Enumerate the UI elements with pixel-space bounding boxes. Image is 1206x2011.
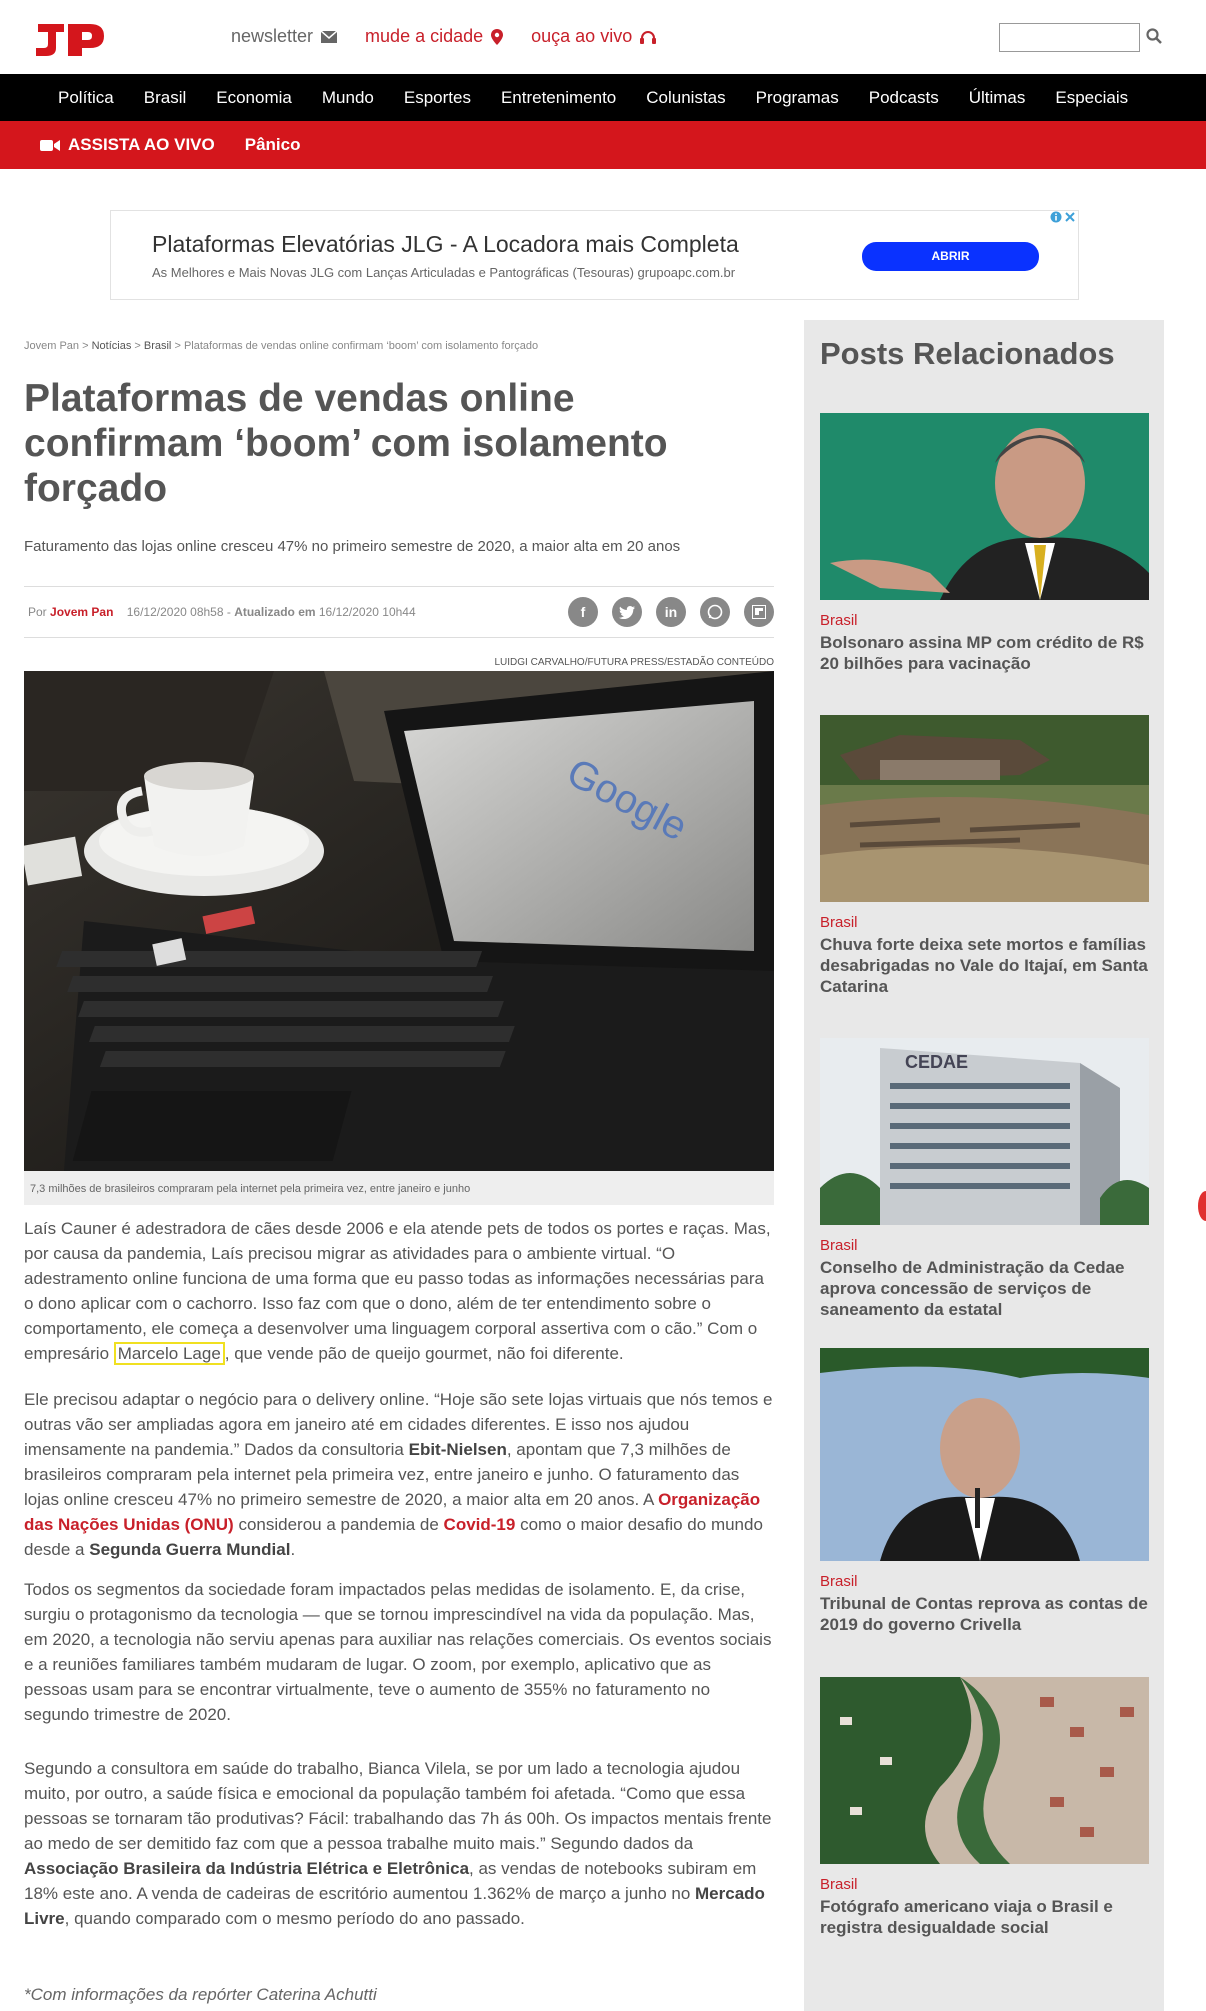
related-post-5[interactable] <box>820 1677 1149 1938</box>
article-meta <box>24 586 774 638</box>
article-photo <box>24 671 774 1171</box>
live-bar <box>0 121 1206 169</box>
related-post-4-category[interactable]: Brasil <box>820 1573 858 1590</box>
nav-item-podcasts[interactable]: Podcasts <box>868 87 939 107</box>
share-bar <box>568 597 774 627</box>
breadcrumb-current: Plataformas de vendas online confirmam ‘boom’ com isolamento forçado <box>183 340 539 352</box>
abinee-bold: Associação Brasileira da Indústria Elétrica e Eletrônica <box>24 1859 470 1878</box>
nav-item-ultimas[interactable]: Últimas <box>968 87 1026 107</box>
related-post-2-title[interactable]: Chuva forte deixa sete mortos e famílias desabrigadas no Vale do Itajaí, em Santa Catarina <box>820 935 1148 996</box>
related-post-4[interactable] <box>820 1348 1149 1635</box>
main-nav <box>0 74 1206 121</box>
facebook-share-icon[interactable]: f <box>568 597 598 627</box>
breadcrumb-news[interactable]: Notícias <box>91 340 132 352</box>
search-icon[interactable] <box>1146 28 1162 44</box>
top-header <box>0 0 1206 74</box>
article-paragraph-3: Todos os segmentos da sociedade foram impactados pelas medidas de isolamento. E, da crise, surgiu o protagonismo da tecnologia — que se tornou imprescindível na vida da população. Mas, em 2020, a tecnologia não serviu apenas para auxiliar nas relações comerciais. Os eventos sociais e a reuniões familiares também mudaram de lugar. O zoom, por exemplo, aplicativo que as pessoas usam para se encontrar virtualmente, teve o aumento de 355% no faturamento no segundo trimestre de 2020. <box>24 1580 772 1724</box>
photo-caption: 7,3 milhões de brasileiros compraram pela internet pela primeira vez, entre janeiro e junho <box>24 1171 774 1205</box>
article-paragraph-2 <box>24 1387 776 1562</box>
nav-item-especiais[interactable]: Especiais <box>1055 87 1129 107</box>
article-footnote: *Com informações da repórter Caterina Achutti <box>24 1985 377 2004</box>
watch-live-link[interactable] <box>40 135 215 155</box>
related-posts-sidebar <box>804 320 1164 2011</box>
related-post-2-image[interactable] <box>820 715 1149 902</box>
paragraph-2-text-d: como o maior desafio do mundo desde a <box>24 1515 763 1559</box>
related-post-1-title[interactable]: Bolsonaro assina MP com crédito de R$ 20 bilhões para vacinação <box>820 633 1144 673</box>
ad-subtitle: As Melhores e Mais Novas JLG com Lanças Articuladas e Pantográficas (Tesouras) grupoapc.com.br <box>152 265 736 280</box>
paragraph-2-text-e: . <box>290 1540 296 1559</box>
related-post-5-category[interactable]: Brasil <box>820 1876 858 1893</box>
info-icon <box>1050 211 1062 223</box>
svg-text:Google: Google <box>559 750 695 850</box>
related-post-5-image[interactable] <box>820 1677 1149 1864</box>
ad-open-button[interactable]: ABRIR <box>862 242 1039 271</box>
related-post-4-title[interactable]: Tribunal de Contas reprova as contas de 2019 do governo Crivella <box>820 1594 1148 1634</box>
nav-item-colunistas[interactable]: Colunistas <box>646 87 726 107</box>
paragraph-1-text-a: Laís Cauner é adestradora de cães desde 2006 e ela atende pets de todos os portes e raças. Mas, por causa da pandemia, Laís precisou migrar as atividades para o ambiente virtual. “O adestramento online funciona de uma forma que eu passo todas as informações necessárias para o dono aplicar com o cachorro. Isso faz com que o dono, além de ter entendimento sobre o comportamento, ele começa a desenvolver uma linguagem corporal assertiva com o cão.” Com o empresário <box>24 1219 771 1363</box>
linkedin-share-icon[interactable]: in <box>656 597 686 627</box>
breadcrumb-home[interactable]: Jovem Pan <box>24 340 80 352</box>
related-post-3[interactable] <box>820 1038 1149 1320</box>
related-post-2[interactable] <box>820 715 1149 997</box>
related-post-3-category[interactable]: Brasil <box>820 1237 858 1254</box>
byline-prefix: Por <box>28 605 47 619</box>
covid-link[interactable]: Covid-19 <box>443 1515 516 1534</box>
publish-date: 16/12/2020 08h58 - <box>126 605 235 619</box>
article-title: Plataformas de vendas online confirmam ‘boom’ com isolamento forçado <box>24 377 668 510</box>
paragraph-2-text-c: considerou a pandemia de <box>233 1515 444 1534</box>
listen-live-link[interactable] <box>531 26 656 47</box>
ebit-nielsen-bold: Ebit-Nielsen <box>408 1440 507 1459</box>
video-camera-icon <box>40 139 60 152</box>
article-paragraph-1 <box>24 1216 776 1366</box>
updated-label: Atualizado em <box>234 605 316 619</box>
breadcrumb: Jovem Pan > Notícias > Brasil > Plataformas de vendas online confirmam ‘boom’ com isolamento forçado <box>24 340 539 352</box>
nav-item-esportes[interactable]: Esportes <box>403 87 471 107</box>
related-post-3-title[interactable]: Conselho de Administração da Cedae aprova concessão de serviços de saneamento da estatal <box>820 1258 1125 1319</box>
article-paragraph-4 <box>24 1756 776 1931</box>
newsletter-link[interactable] <box>231 26 337 47</box>
nav-item-mundo[interactable]: Mundo <box>321 87 374 107</box>
whatsapp-share-icon[interactable] <box>700 597 730 627</box>
photo-credit: LUIDGI CARVALHO/FUTURA PRESS/ESTADÃO CONTEÚDO <box>494 657 774 668</box>
ad-title[interactable]: Plataformas Elevatórias JLG - A Locadora mais Completa <box>152 231 739 257</box>
nav-item-brasil[interactable]: Brasil <box>143 87 187 107</box>
mercado-livre-bold: Mercado Livre <box>24 1884 765 1928</box>
twitter-share-icon[interactable] <box>612 597 642 627</box>
article-lede: Faturamento das lojas online cresceu 47% no primeiro semestre de 2020, a maior alta em 20 anos <box>24 538 681 555</box>
paragraph-4-text-c: , quando comparado com o mesmo período do ano passado. <box>64 1909 525 1928</box>
envelope-icon <box>321 31 337 43</box>
change-city-link[interactable] <box>365 26 503 47</box>
author-link[interactable]: Jovem Pan <box>50 605 114 619</box>
related-post-5-title[interactable]: Fotógrafo americano viaja o Brasil e registra desigualdade social <box>820 1897 1113 1937</box>
onu-link[interactable]: Organização das Nações Unidas (ONU) <box>24 1490 761 1534</box>
nav-item-politica[interactable]: Política <box>58 87 114 107</box>
paragraph-4-text-b: , as vendas de notebooks subiram em 18% este ano. A venda de cadeiras de escritório aumentou 1.362% de março a junho no <box>24 1859 757 1903</box>
related-post-1[interactable] <box>820 413 1149 674</box>
cedae-sign: CEDAE <box>905 1052 969 1072</box>
related-post-2-category[interactable]: Brasil <box>820 914 858 931</box>
paragraph-4-text-a: Segundo a consultora em saúde do trabalho, Bianca Vilela, se por um lado a tecnologia ajudou muito, por outro, a saúde física e emocional da população também foi afetada. “Como que essa pessoas se tornaram tão produtivas? Fácil: trabalhando das 7h ás 00h. Os impactos mentais frente ao medo de ser demitido faz com que a pessoa trabalhe muito mais.” Segundo dados da <box>24 1759 772 1853</box>
highlighted-name[interactable]: Marcelo Lage <box>114 1342 225 1365</box>
paragraph-2-text-a: Ele precisou adaptar o negócio para o delivery online. “Hoje são sete lojas virtuais que nós temos e outras vão ser ampliadas agora em janeiro até em cidades diferentes. E isso nos ajudou imensamente na pandemia.” Dados da consultoria <box>24 1390 773 1459</box>
newsletter-label: newsletter <box>231 26 314 46</box>
laptop-photo <box>24 671 774 1171</box>
breadcrumb-section[interactable]: Brasil <box>143 340 172 352</box>
related-post-1-category[interactable]: Brasil <box>820 612 858 629</box>
listen-live-label: ouça ao vivo <box>531 26 633 46</box>
updated-date: 16/12/2020 10h44 <box>315 605 416 619</box>
related-post-1-image[interactable] <box>820 413 1149 600</box>
map-pin-icon <box>491 29 503 45</box>
war-bold: Segunda Guerra Mundial <box>89 1540 291 1559</box>
close-icon[interactable] <box>1064 211 1076 223</box>
jovem-pan-logo[interactable] <box>34 18 106 58</box>
nav-item-programas[interactable]: Programas <box>755 87 839 107</box>
nav-item-economia[interactable]: Economia <box>216 87 292 107</box>
headphones-icon <box>640 30 656 44</box>
ad-choices[interactable] <box>1050 211 1076 223</box>
watch-live-label: ASSISTA AO VIVO <box>68 135 215 154</box>
related-post-3-image[interactable] <box>820 1038 1149 1225</box>
nav-item-entretenimento[interactable]: Entretenimento <box>500 87 617 107</box>
paragraph-2-text-b: , apontam que 7,3 milhões de brasileiros compraram pela internet pela primeira vez, entre janeiro e junho. O faturamento das lojas online cresceu 47% no primeiro semestre de 2020, a maior alta em 20 anos. A <box>24 1440 740 1509</box>
flipboard-share-icon[interactable] <box>744 597 774 627</box>
related-post-4-image[interactable] <box>820 1348 1149 1561</box>
search-input[interactable] <box>999 23 1140 52</box>
paragraph-1-text-b: , que vende pão de queijo gourmet, não foi diferente. <box>224 1344 624 1363</box>
ad-banner[interactable] <box>110 210 1079 300</box>
change-city-label: mude a cidade <box>365 26 484 46</box>
floating-indicator[interactable] <box>1198 1191 1206 1221</box>
panico-link[interactable]: Pânico <box>244 135 301 154</box>
related-posts-heading: Posts Relacionados <box>820 336 1115 371</box>
